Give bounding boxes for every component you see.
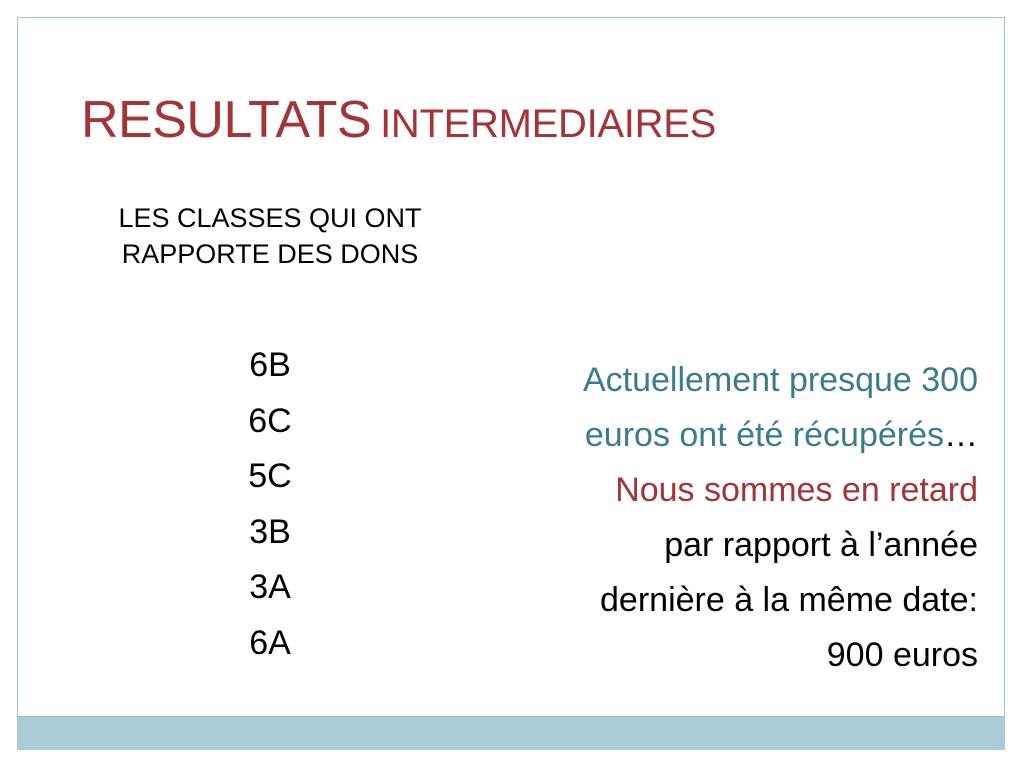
- info-line-2-text: euros ont été récupérés: [584, 416, 944, 454]
- subtitle-line-1: LES CLASSES QUI ONT: [118, 203, 422, 233]
- slide-title: [81, 91, 716, 149]
- class-item: 6A: [249, 623, 291, 662]
- info-line-2-ellipsis: …: [944, 416, 978, 454]
- info-text: [420, 353, 978, 683]
- title-main: RESULTATS: [81, 91, 372, 149]
- info-line-1: Actuellement presque 300: [582, 361, 978, 399]
- info-line-4: par rapport à l’année: [664, 526, 978, 564]
- class-list: [210, 338, 330, 671]
- class-item: 6B: [249, 346, 291, 384]
- info-line-2: [420, 408, 978, 463]
- info-line-6: 900 euros: [826, 636, 978, 674]
- subtitle: [60, 200, 480, 272]
- subtitle-line-2: RAPPORTE DES DONS: [121, 239, 419, 269]
- class-item: 5C: [248, 457, 292, 495]
- footer-band: [17, 716, 1005, 750]
- class-item: 3A: [249, 568, 291, 606]
- title-sub: INTERMEDIAIRES: [380, 102, 716, 146]
- info-line-5: dernière à la même date:: [600, 581, 978, 619]
- info-line-3: Nous sommes en retard: [615, 471, 978, 509]
- class-item: 3B: [249, 512, 291, 551]
- class-item: 6C: [248, 401, 292, 440]
